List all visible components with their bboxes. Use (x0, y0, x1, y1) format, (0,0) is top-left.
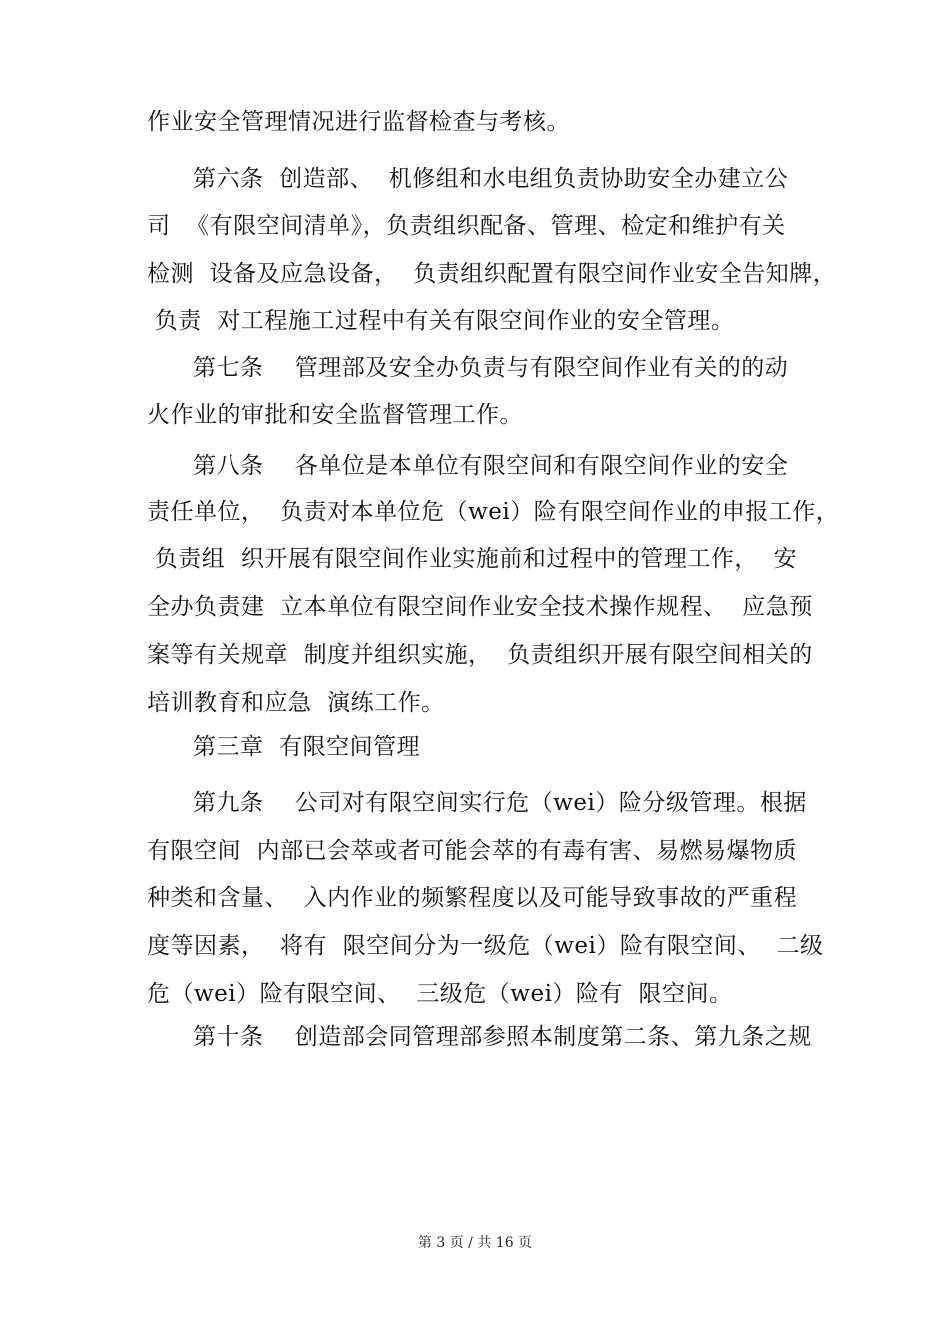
text-line: 全办负责建 立本单位有限空间作业安全技术操作规程、 应急预 (147, 594, 813, 620)
text-line: 负责 对工程施工过程中有关有限空间作业的安全管理。 (147, 308, 735, 334)
text-line: 培训教育和应急 演练工作。 (147, 690, 445, 716)
text-line: 度等因素， 将有 限空间分为一级危（wei）险有限空间、 二级 (147, 933, 824, 959)
text-line: 第八条 各单位是本单位有限空间和有限空间作业的安全 (193, 453, 789, 479)
text-line: 案等有关规章 制度并组织实施， 负责组织开展有限空间相关的 (147, 642, 813, 668)
text-line: 负责组 织开展有限空间作业实施前和过程中的管理工作， 安 (147, 546, 798, 572)
text-line: 第十条 创造部会同管理部参照本制度第二条、第九条之规 (193, 1024, 812, 1050)
chapter-heading: 第三章 有限空间管理 (193, 734, 421, 760)
text-line: 第六条 创造部、 机修组和水电组负责协助安全办建立公 (193, 166, 789, 192)
text-line: 种类和含量、 入内作业的频繁程度以及可能导致事故的严重程 (147, 885, 798, 911)
text-line: 有限空间 内部已会萃或者可能会萃的有毒有害、易燃易爆物质 (147, 838, 798, 864)
text-line: 第九条 公司对有限空间实行危（wei）险分级管理。根据 (193, 790, 807, 816)
text-line: 司 《有限空间清单》，负责组织配备、管理、检定和维护有关 (147, 213, 786, 239)
text-line: 检测 设备及应急设备， 负责组织配置有限空间作业安全告知牌， (147, 261, 837, 287)
text-line: 火作业的审批和安全监督管理工作。 (147, 402, 523, 428)
page-number: 第 3 页 / 共 16 页 (417, 1235, 533, 1251)
text-line: 危（wei）险有限空间、 三级危（wei）险有 限空间。 (147, 981, 733, 1007)
text-line: 作业安全管理情况进行监督检查与考核。 (147, 109, 570, 135)
text-line: 责任单位， 负责对本单位危（wei）险有限空间作业的申报工作， (147, 499, 840, 525)
text-line: 第七条 管理部及安全办负责与有限空间作业有关的的动 (193, 355, 789, 381)
